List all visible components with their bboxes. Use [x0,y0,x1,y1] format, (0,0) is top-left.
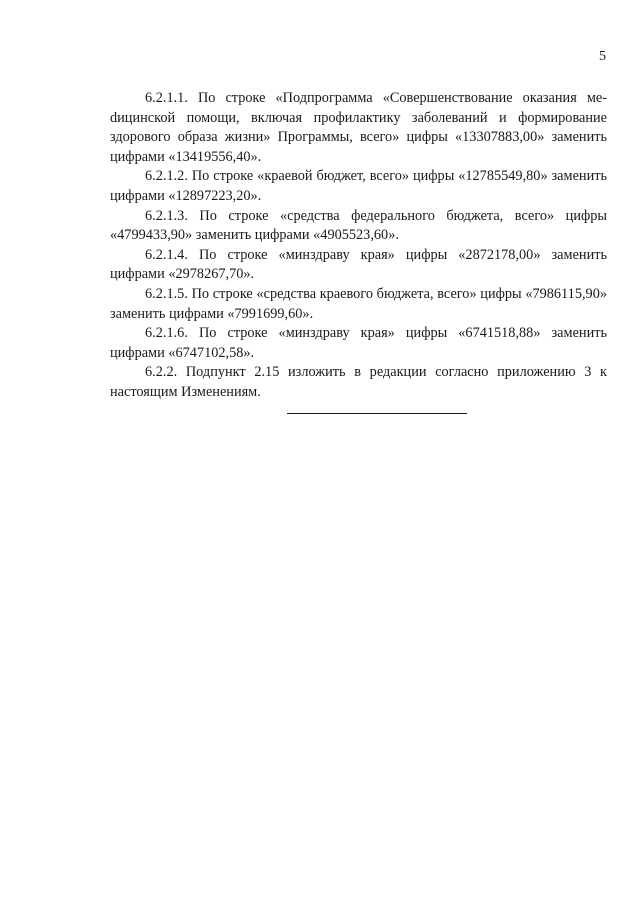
page-number: 5 [599,49,606,64]
paragraph-6-2-1-3: 6.2.1.3. По строке «средства федерального бюджета, всего» цифры «4799433,90» заменить цифрами «4905523,60». [110,207,607,244]
end-separator-line [287,413,467,414]
document-body [110,89,607,403]
paragraph-6-2-2: 6.2.2. Подпункт 2.15 изложить в редакции согласно приложению 3 к настоящим Изменениям. [110,364,607,400]
paragraph-6-2-1-5: 6.2.1.5. По строке «средства краевого бюджета, всего» цифры «7986115,90» заменить цифрами «7991699,60». [110,285,607,322]
paragraph-6-2-1-2: 6.2.1.2. По строке «краевой бюджет, всего» цифры «12785549,80» заменить цифрами «12897223,20». [110,168,607,204]
paragraph-6-2-1-6: 6.2.1.6. По строке «минздраву края» цифры «6741518,88» заменить цифрами «6747102,58». [110,325,607,361]
paragraph-6-2-1-1: 6.2.1.1. По строке «Подпрограмма «Совершенствование оказания меdицинской помощи, включая профилактику заболеваний и формирование здорового образа жизни» Программы, всего» цифры «13307883,00» заменить цифрами «13419556,40». [110,90,607,165]
paragraph-6-2-1-4: 6.2.1.4. По строке «минздраву края» цифры «2872178,00» заменить цифрами «2978267,70». [110,246,607,283]
